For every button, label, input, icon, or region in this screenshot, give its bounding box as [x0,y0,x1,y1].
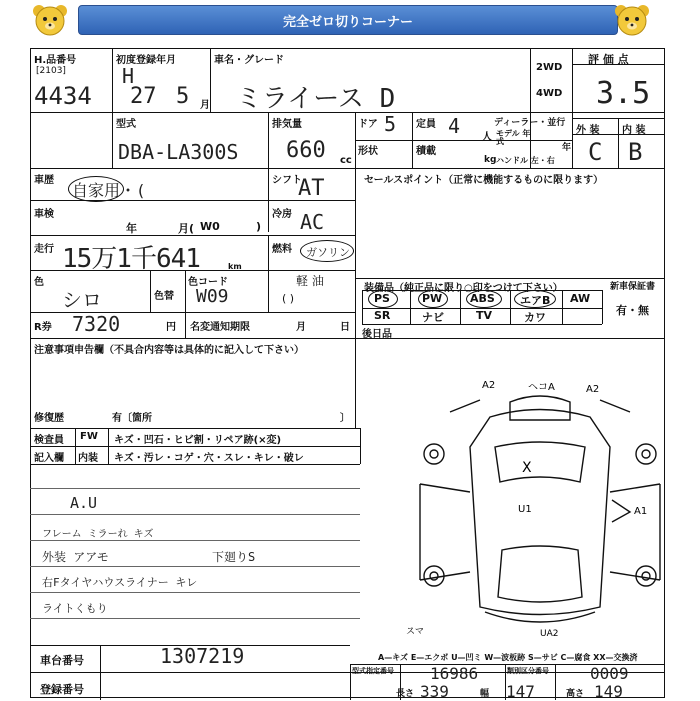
after-items-label: 後日品 [362,329,392,340]
length-value: 339 [420,682,449,701]
diagram-top-mark: ヘコA [528,382,555,393]
sales-point-label: セールスポイント（正常に機能するものに限ります） [364,175,604,186]
repair-history-label: 修復歴 [34,413,64,424]
height-value: 149 [594,682,623,701]
usage-circle-mark [68,176,124,202]
inspection-year-unit: 年 [126,222,137,235]
model-year-label: モデル 年式 [496,129,531,146]
chassis-label: 車台番号 [40,654,84,667]
registration-number-label: 登録番号 [40,683,84,696]
interior-label: 内 装 [622,125,646,136]
diagram-a2-mark: A2 [482,380,496,391]
lot-code: [2103] [36,66,66,76]
usage-label: 車歴 [34,175,54,186]
name-change-month: 月 [296,322,306,333]
registration-era: H [122,64,135,88]
registration-label: 初度登録年月 [116,55,176,66]
equipment-abs: ABS [470,292,495,305]
entry-code: 内装 [78,453,98,464]
drive-4wd: 4WD [536,88,563,99]
vehicle-name-label: 車名・グレード [214,55,284,66]
load-label: 積載 [416,146,436,157]
height-label: 高さ [566,689,585,699]
type-designation-value: 16986 [430,664,479,683]
displacement-unit: cc [340,155,352,166]
registration-month: 5 [176,84,190,109]
exterior-grade: C [588,138,603,166]
diagram-front-mark: スマ [406,627,424,637]
equipment-airbag-circle [514,290,556,308]
inspection-close: ) [256,220,262,233]
bear-mascot-right-icon [612,2,652,40]
repair-history-close: 〕 [340,413,350,424]
inspection-label: 車検 [34,209,54,220]
page-title: 完全ゼロ切りコーナー [282,14,413,30]
equipment-pw: PW [422,292,443,305]
name-change-label: 名変通知期限 [190,322,250,333]
aircon-label: 冷房 [272,209,292,220]
equipment-sr: SR [374,309,391,322]
car-damage-diagram [390,372,665,642]
warranty-label: 新車保証書 [610,282,656,292]
color-value: シロ [62,288,102,312]
model-year-unit: 年 [562,143,572,153]
color-replaced-label: 色替 [154,291,174,302]
diagram-x-mark: X [522,460,532,476]
warranty-value: 有・無 [616,304,649,317]
page-title-banner [78,5,618,35]
equipment-tv: TV [476,309,493,322]
capacity-label: 定員 [416,119,436,130]
handle-label: ハンドル 左・右 [496,156,555,165]
fuel-circle-mark [300,240,354,262]
aircon-value: AC [300,210,325,234]
notes-label: 注意事項申告欄（不具合内容等は具体的に記入して下さい） [34,345,304,356]
damage-legend: A—キズ E—エクボ U—凹ミ W—波板跡 S—サビ C—腐食 XX—交換済 [378,653,638,662]
recycle-unit: 円 [166,322,176,333]
inspection-w-label: W0 [200,220,220,233]
capacity-unit: 人 [482,132,492,143]
dealer-label: ディーラー・並行 [494,118,566,128]
recycle-value: 7320 [72,312,121,336]
equipment-airbag: エアB [520,294,551,307]
rating-label: 評 価 点 [588,53,629,66]
mileage-unit: km [228,262,242,271]
model-label: 型式 [116,119,136,130]
note-line-2: フレーム ミラーれ キズ [42,529,154,540]
exterior-label: 外 装 [576,125,600,136]
diagram-u1-mark: U1 [518,504,532,515]
note-line-5: ライトくもり [42,602,108,615]
color-label: 色 [34,277,44,288]
usage-value: 自家用・( [72,181,146,200]
name-change-day: 日 [340,322,350,333]
recycle-label: R券 [34,322,52,333]
color-code: W09 [196,286,229,307]
note-line-1: A.U [70,494,98,512]
checker-label: 検査員 [34,435,64,446]
type-designation-label: 型式指定番号 [352,667,394,675]
note-line-4: 右Fタイヤハウスライナー キレ [42,576,198,589]
fuel-label: 燃料 [272,244,292,255]
drive-2wd: 2WD [536,62,563,73]
equipment-pw-circle [418,290,448,308]
equipment-aw: AW [570,292,591,305]
doors-value: 5 [384,112,397,136]
displacement-value: 660 [286,138,326,163]
registration-year: 27 [130,84,157,109]
model-value: DBA-LA300S [118,140,239,164]
entry-items: キズ・汚レ・コゲ・穴・スレ・キレ・破レ [114,453,304,464]
fuel-diesel: 軽 油 [296,274,324,288]
checker-code: FW [80,431,98,442]
chassis-value: 1307219 [160,644,245,668]
repair-history-value: 有〔箇所 [112,413,152,424]
fuel-paren: ( ) [282,292,295,305]
category-label: 類別区分番号 [507,667,549,675]
mileage-value: 15万1千641 [62,244,200,274]
lot-label: H.品番号 [34,55,77,66]
diagram-a1-mark: A1 [634,506,648,517]
rating-score: 3.5 [596,76,651,111]
lot-number: 4434 [34,82,92,110]
note-line-3: 外装 アアモ [42,550,109,564]
displacement-label: 排気量 [272,119,302,130]
equipment-label: 装備品（純正品に限り○印をつけて下さい） [364,283,563,294]
doors-label: ドア [358,119,378,130]
bear-mascot-left-icon [30,2,70,40]
mileage-label: 走行 [34,244,54,255]
checker-items: キズ・凹石・ヒビ割・リペア跡(×変) [114,435,282,446]
shape-label: 形状 [358,146,378,157]
color-code-label: 色コード [188,277,228,288]
note-lower: 下廻りS [212,550,256,564]
diagram-top2-mark: A2 [586,384,600,395]
registration-month-unit: 月 [200,100,210,111]
interior-grade: B [628,138,643,166]
shift-label: シフト [272,175,302,186]
equipment-leather: カワ [524,311,546,324]
width-value: 147 [506,682,535,701]
load-unit: kg [484,155,497,165]
equipment-ps: PS [374,292,390,305]
shift-value: AT [298,176,325,201]
diagram-ua2-mark: UA2 [540,629,559,639]
inspection-month-unit: 月( [178,222,195,235]
length-label: 長さ [396,689,415,699]
width-label: 幅 [480,689,490,699]
fuel-gasoline: ガソリン [306,246,350,259]
entry-label: 記入欄 [34,453,64,464]
vehicle-name: ミライース D [236,84,396,114]
category-value: 0009 [590,664,629,683]
capacity-value: 4 [448,114,461,138]
equipment-navi: ナビ [422,311,444,324]
equipment-abs-circle [466,290,502,308]
equipment-ps-circle [368,290,398,308]
